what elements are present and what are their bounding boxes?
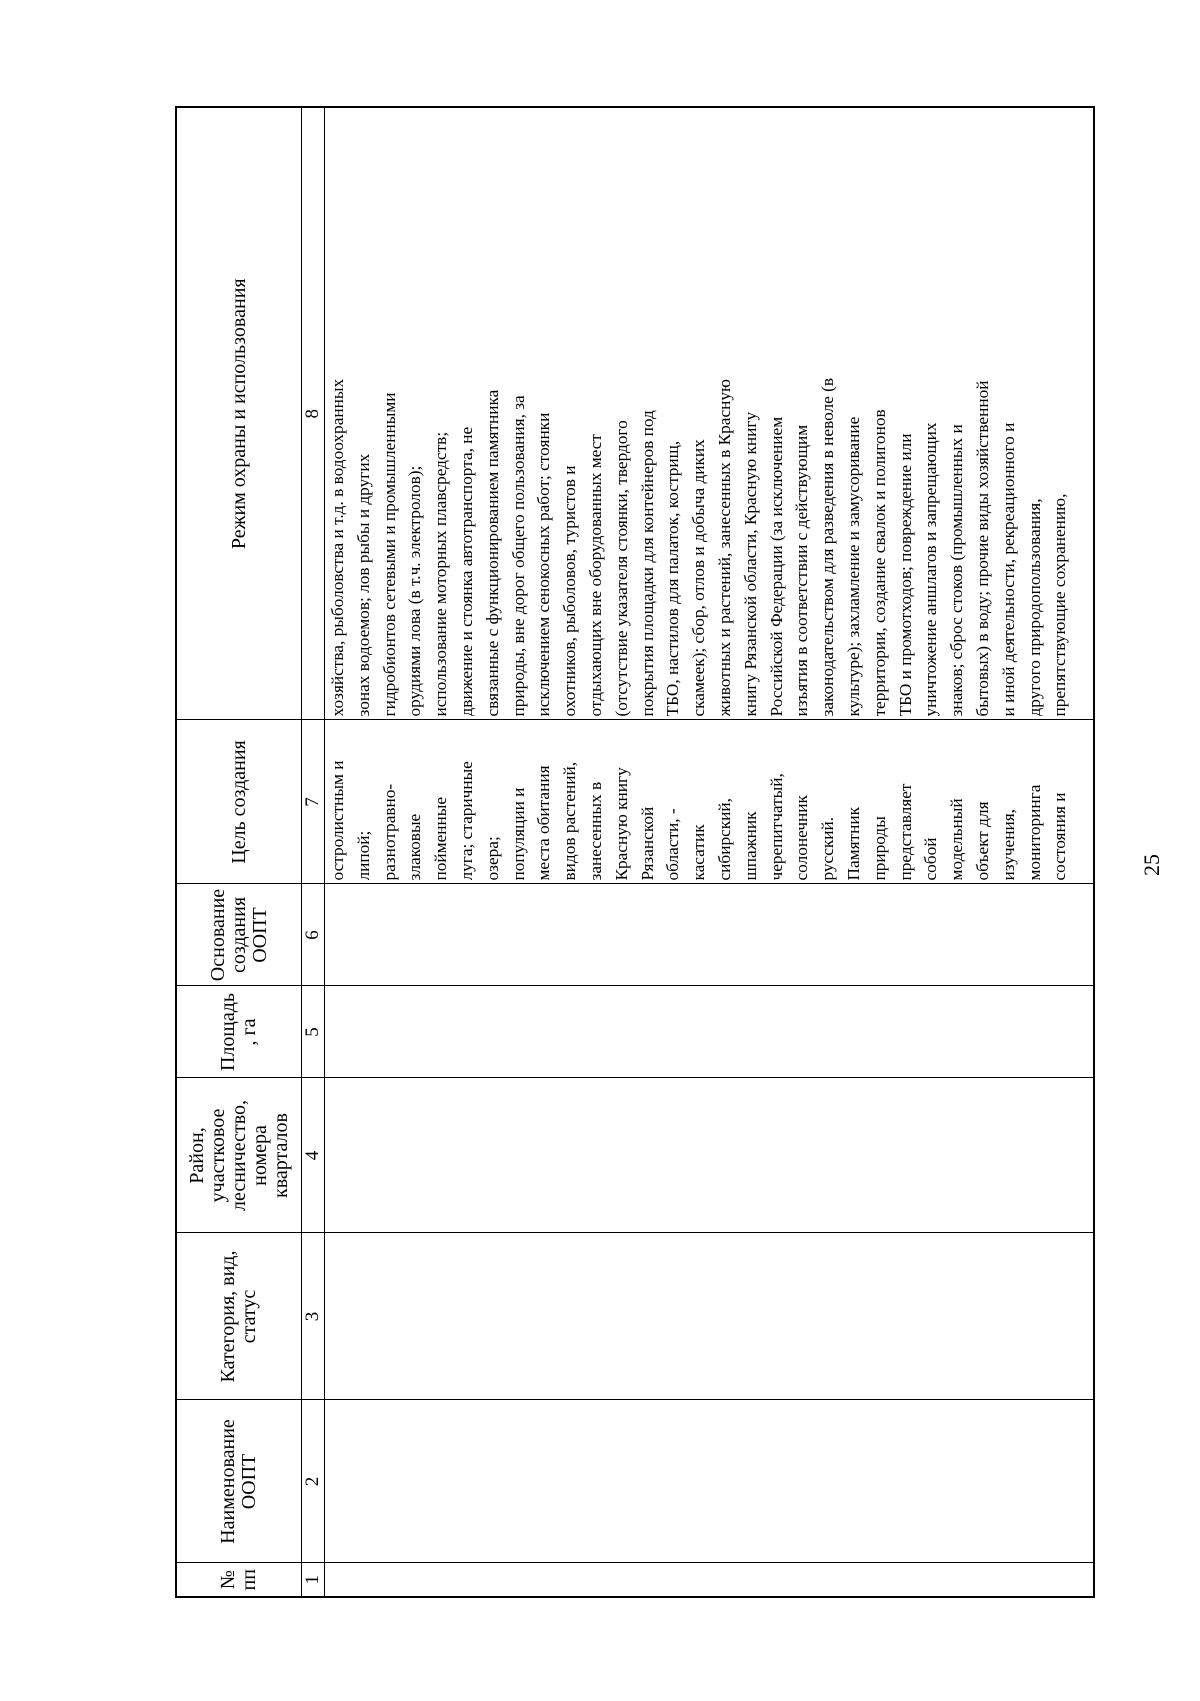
cell-text-line: видов растений,	[560, 761, 580, 881]
cell-number	[325, 1563, 1095, 1597]
cell-text-line: исключением сенокосных работ; стоянки	[534, 412, 554, 717]
cell-text-line: состояния и	[1050, 792, 1070, 881]
cell-text-line: представляет	[895, 783, 915, 881]
header-cell-regime: Режим охраны и использования	[176, 107, 302, 720]
cell-text-line: злаковые	[405, 813, 425, 881]
cell-text-line: занесенных в	[585, 781, 605, 881]
cell-text-line: сибирский,	[714, 798, 734, 881]
cell-text-line: охотников, рыболовов, туристов и	[560, 465, 580, 717]
column-number: 2	[302, 1400, 325, 1563]
cell-text-line: скамеек); сбор, отлов и добыча диких	[689, 439, 709, 717]
cell-text-line: движение и стоянка автотранспорта, не	[456, 426, 476, 717]
cell-text-line: использование моторных плавсредств;	[431, 431, 451, 717]
cell-basis	[325, 884, 1095, 986]
cell-regime	[325, 107, 1095, 720]
cell-text-line: животных и растений, занесенных в Красную	[714, 379, 734, 717]
cell-text-line: шпажник	[740, 811, 760, 881]
cell-text-line: черепитчатый,	[766, 773, 786, 881]
cell-text-line: гидробионтов сетевыми и промышленными	[379, 392, 399, 717]
cell-text-line: Российской Федерации (за исключением	[766, 416, 786, 717]
header-cell-category: Категория, вид, статус	[176, 1233, 302, 1400]
column-number: 8	[302, 107, 325, 720]
table-row	[325, 107, 1095, 1597]
cell-text-line: ТБО и промотходов; повреждение или	[895, 433, 915, 717]
cell-text-line: знаков; сброс стоков (промышленных и	[947, 424, 967, 717]
cell-category	[325, 1233, 1095, 1400]
cell-text-line: изучения,	[998, 809, 1018, 881]
cell-text-line: и иной деятельности, рекреационного и	[998, 422, 1018, 717]
cell-text-line: книгу Рязанской области, Красную книгу	[740, 411, 760, 717]
header-cell-purpose: Цель создания	[176, 720, 302, 884]
cell-area	[325, 986, 1095, 1078]
cell-text-line: природы, вне дорог общего пользования, за	[508, 395, 528, 717]
header-cell-name: Наименование ООПТ	[176, 1400, 302, 1563]
cell-text-line: остролистным и	[328, 760, 347, 881]
cell-purpose	[325, 720, 1095, 884]
cell-text-line: уничтожение аншлагов и запрещающих	[921, 422, 941, 717]
protected-areas-table	[175, 106, 1095, 1598]
cell-text-line: культуре); захламление и замусоривание	[843, 416, 863, 717]
cell-text-line: озера;	[482, 836, 502, 881]
cell-text-line: Красную книгу	[611, 767, 631, 881]
cell-text-line: зонах водоемов; лов рыбы и других	[353, 453, 373, 717]
header-cell-basis: Основание создания ООПТ	[176, 884, 302, 986]
cell-text-line: изъятия в соответствии с действующим	[792, 424, 812, 717]
cell-text-line: разнотравно-	[379, 783, 399, 881]
header-row	[176, 107, 302, 1597]
cell-text-line: модельный	[947, 798, 967, 881]
cell-text-line: отдыхающих вне оборудованных мест	[585, 434, 605, 717]
header-cell-number: № пп	[176, 1563, 302, 1597]
header-cell-district: Район, участковое лесничество, номера кварталов	[176, 1078, 302, 1233]
cell-district	[325, 1078, 1095, 1233]
page-number: 25	[1139, 854, 1164, 876]
cell-text-line: препятствующие сохранению,	[1050, 493, 1070, 717]
column-number: 6	[302, 884, 325, 986]
cell-text-line: законодательством для разведения в неволе (в	[818, 377, 838, 717]
cell-text-line: хозяйства, рыболовства и т.д. в водоохранных	[328, 378, 347, 717]
cell-text-line: объект для	[972, 801, 992, 881]
cell-text-line: другого природопользования,	[1024, 498, 1044, 717]
column-number: 7	[302, 720, 325, 884]
column-number: 5	[302, 986, 325, 1078]
cell-name	[325, 1400, 1095, 1563]
cell-text-line: касатик	[689, 824, 709, 881]
cell-text-line: ТБО, настилов для палаток, кострищ,	[663, 440, 683, 717]
cell-text-line: собой	[921, 837, 941, 881]
cell-text-line: места обитания	[534, 765, 554, 881]
header-cell-area: Площадь , га	[176, 986, 302, 1078]
cell-text-line: Памятник	[843, 807, 863, 881]
cell-text-line: мониторинга	[1024, 784, 1044, 881]
cell-text-line: русский.	[818, 816, 838, 881]
cell-text-line: липой;	[353, 830, 373, 881]
column-number: 1	[302, 1563, 325, 1597]
cell-text-line: территории, создание свалок и полигонов	[869, 409, 889, 717]
cell-text-line: природы	[869, 816, 889, 881]
cell-text-line: пойменные	[431, 796, 451, 881]
cell-text-line: орудиями лова (в т.ч. электролов);	[405, 465, 425, 717]
column-number-row	[302, 107, 325, 1597]
cell-text-line: покрытия площадки для контейнеров под	[637, 410, 657, 717]
cell-text-line: связанные с функционированием памятника	[482, 389, 502, 717]
cell-text-line: области, -	[663, 808, 683, 881]
cell-text-line: солонечник	[792, 795, 812, 881]
column-number: 4	[302, 1078, 325, 1233]
cell-text-line: Рязанской	[637, 806, 657, 881]
cell-text-line: (отсутствие указателя стоянки, твердого	[611, 420, 631, 717]
cell-text-line: популяции и	[508, 787, 528, 881]
cell-text-line: бытовых) в воду; прочие виды хозяйственной	[972, 380, 992, 717]
rotated-table-wrapper	[175, 108, 1095, 1598]
column-number: 3	[302, 1233, 325, 1400]
cell-text-line: луга; старичные	[456, 761, 476, 881]
